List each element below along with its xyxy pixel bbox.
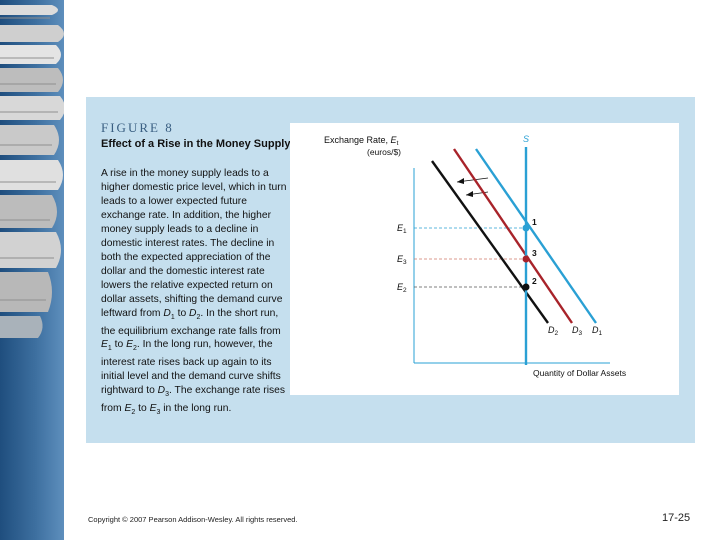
- level-label-E2: $E_2$: [397, 282, 407, 294]
- y-axis-unit: (euros/$): [367, 147, 402, 157]
- page-number: 17-25: [662, 512, 691, 524]
- level-label-E1: $E_1$: [397, 223, 407, 235]
- supply-curve-group: [523, 134, 529, 365]
- supply-label: S: [523, 134, 530, 144]
- coin-stack-image: [0, 0, 64, 340]
- diagram-labels: [397, 223, 603, 337]
- demand-curves: [432, 149, 596, 323]
- equilibrium-point-1: [523, 225, 530, 232]
- diagram-area: [290, 123, 679, 395]
- demand-curve-D3: [454, 149, 572, 323]
- figure-label: FIGURE 8: [101, 120, 174, 135]
- equilibrium-point-label-1: 1: [532, 217, 537, 227]
- demand-curve-D1: [476, 149, 596, 323]
- demand-shift-arrowhead-bottom: [466, 191, 473, 197]
- curve-label-D1: $D_1$: [592, 325, 603, 337]
- curve-label-D3: $D_3$: [572, 325, 583, 337]
- coin-stack-graphic: [0, 5, 64, 338]
- y-axis-label-text: Exchange Rate,: [324, 135, 391, 145]
- level-label-E3: $E_3$: [397, 254, 407, 266]
- y-axis-label: [324, 135, 399, 147]
- equilibrium-point-label-2: 2: [532, 276, 537, 286]
- y-axis-label-var: E: [390, 135, 397, 145]
- y-axis-label-sub: t: [396, 140, 399, 147]
- figure-title: Effect of a Rise in the Money Supply: [101, 138, 291, 150]
- equilibrium-point-2: [523, 284, 530, 291]
- figure-panel: [86, 97, 695, 443]
- exchange-rate-diagram: [290, 123, 679, 395]
- equilibrium-point-3: [523, 256, 530, 263]
- figure-caption: A rise in the money supply leads to a higher domestic price level, which in turn leads to a lower expected future exchange rate. In addition, the higher money supply leads to a decline in domestic interest rates. The decline in both the expected appreciation of the dollar and the domestic interest rate lowers the relative expected return on dollar assets, shifting the demand curve leftward from $D_1$ to $D_2$. In the short run, the equilibrium exchange rate falls from $E_1$ to $E_2$. In the long run, however, the interest rate rises back up again to its initial level and the demand curve shifts rightward to $D_3$. The exchange rate rises from $E_2$ to $E_3$ in the long run.: [101, 168, 287, 417]
- sidebar-decoration: [0, 0, 64, 540]
- equilibrium-point-label-3: 3: [532, 248, 537, 258]
- demand-shift-arrowhead-top: [457, 178, 464, 184]
- curve-label-D2: $D_2$: [548, 325, 559, 337]
- copyright-notice: Copyright © 2007 Pearson Addison-Wesley. All rights reserved.: [88, 515, 298, 524]
- demand-curve-D2: [432, 161, 548, 323]
- equilibrium-guides: [414, 228, 526, 287]
- x-axis-label: Quantity of Dollar Assets: [533, 368, 627, 378]
